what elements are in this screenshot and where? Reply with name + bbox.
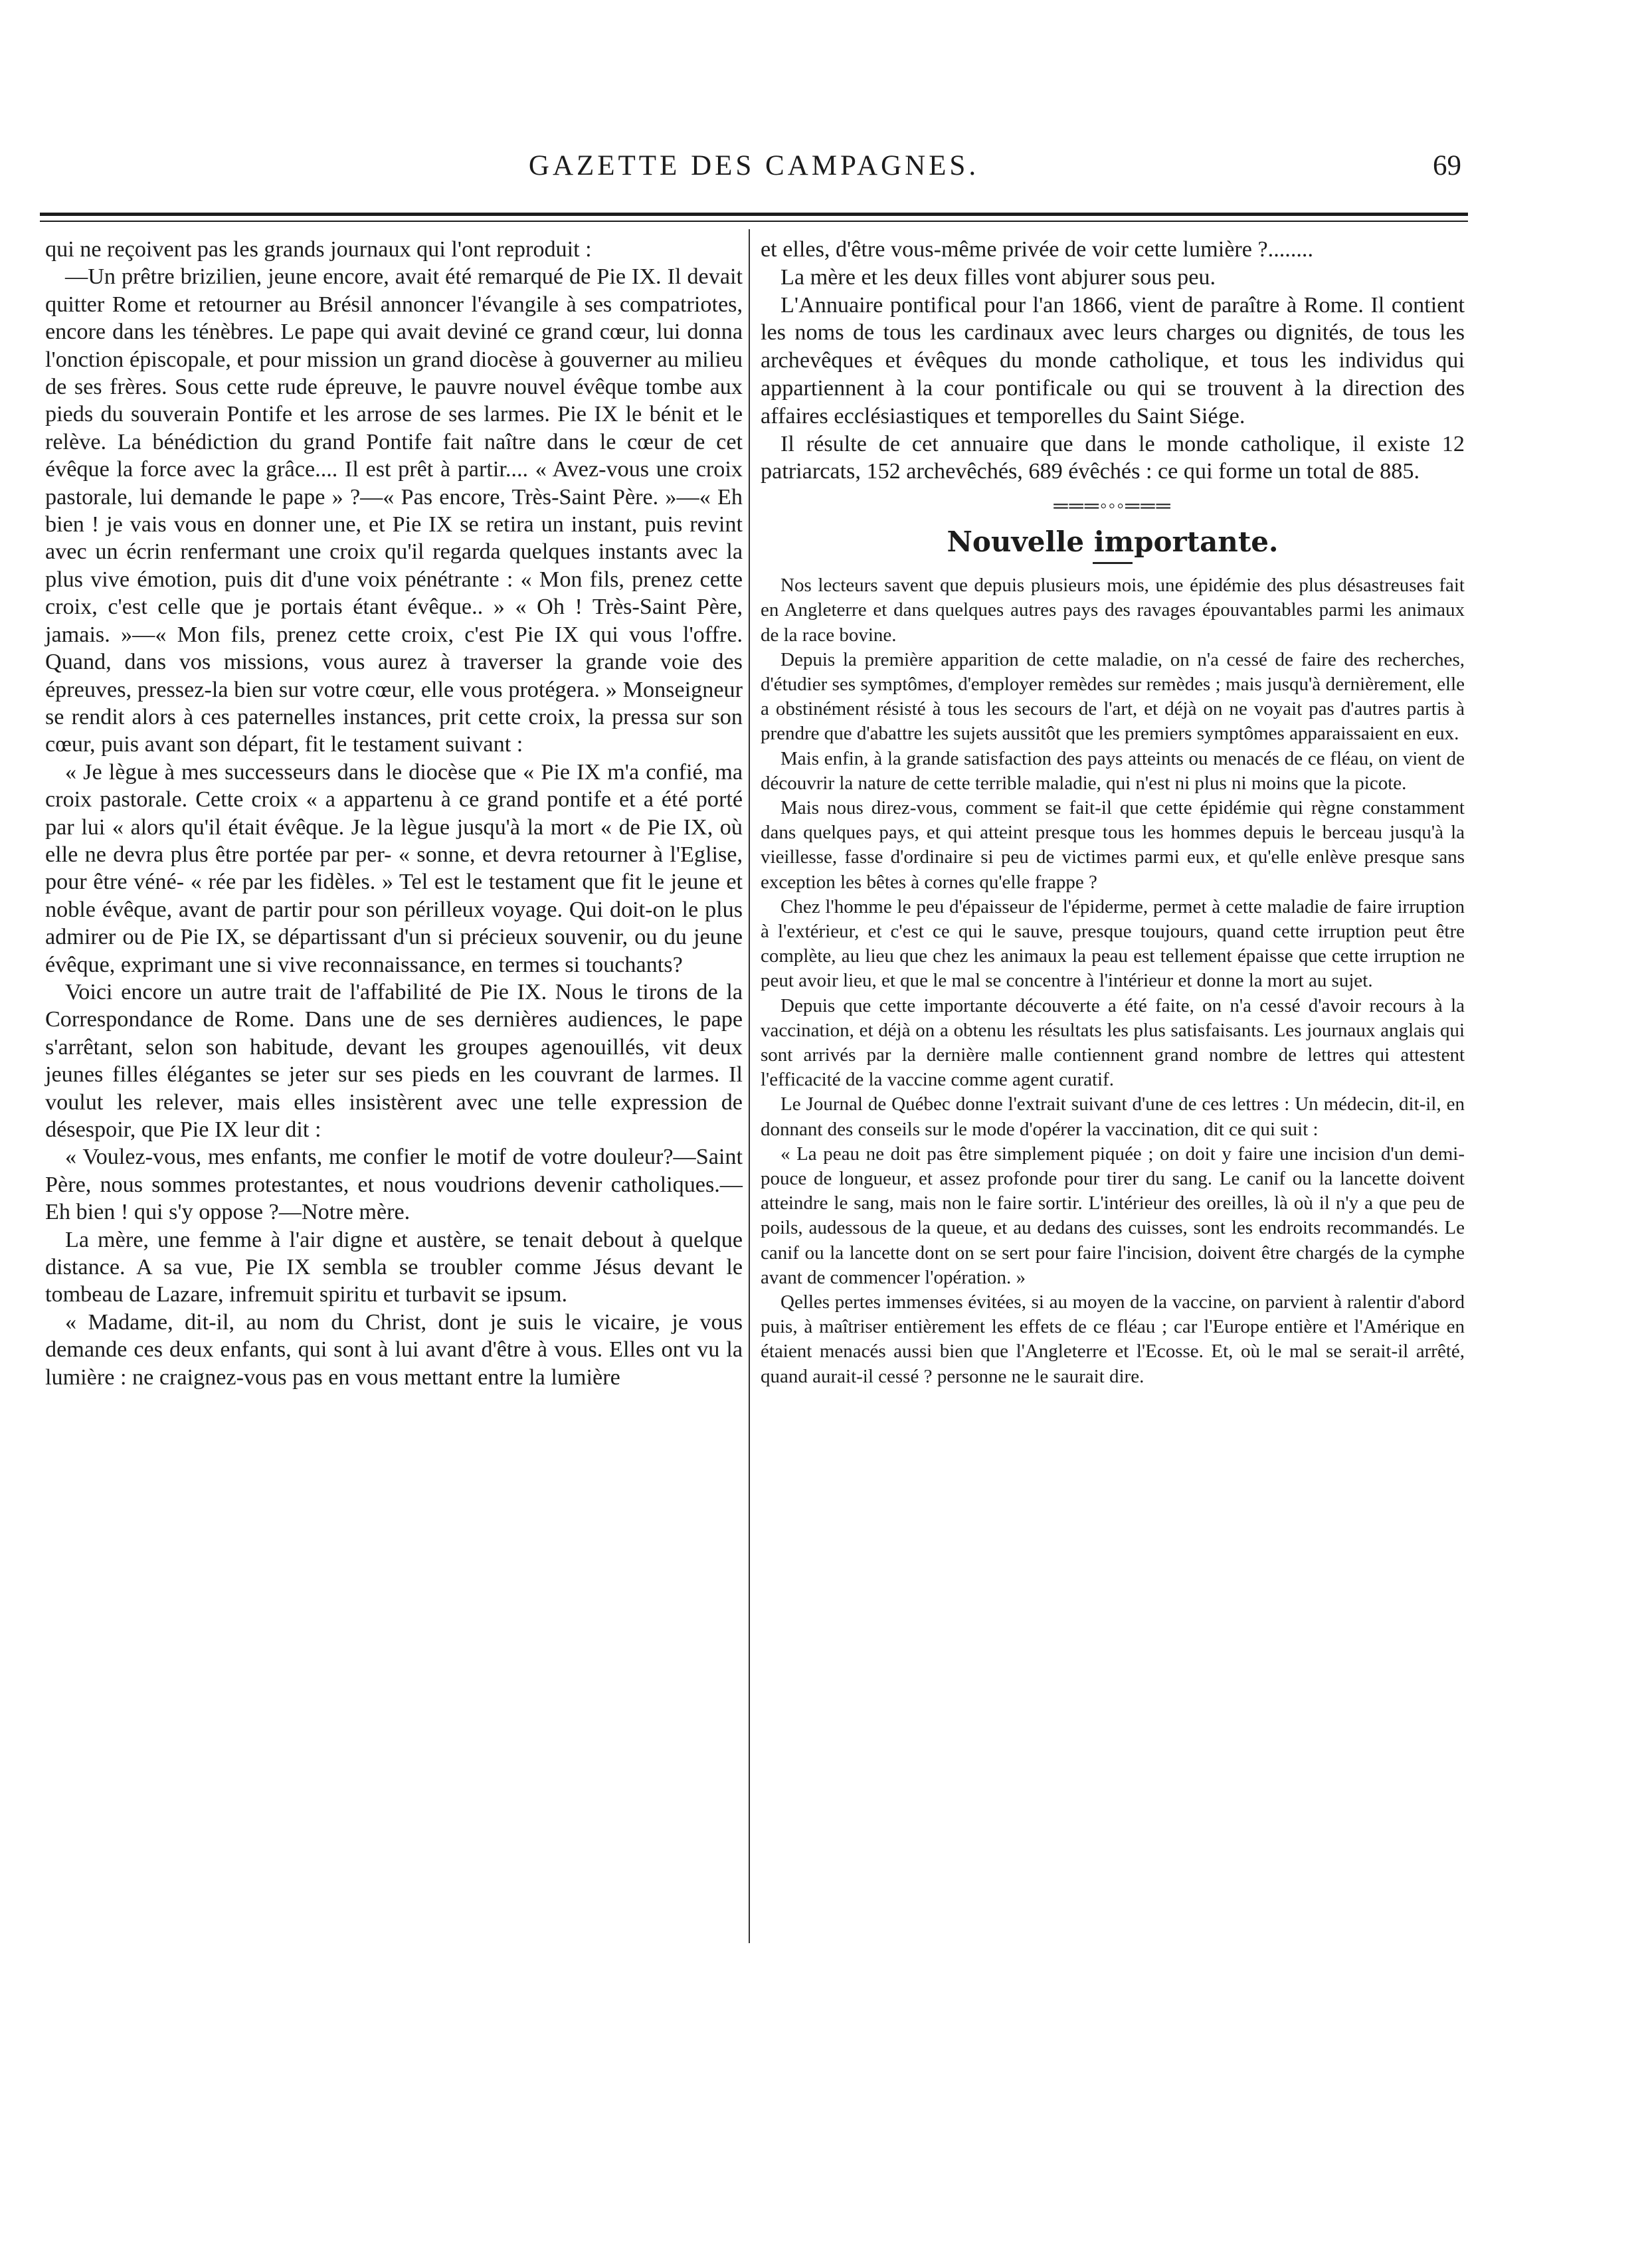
paragraph: « Madame, dit-il, au nom du Christ, dont je suis le vicaire, je vous demande ces deux enfants, qui sont à lui avant d'être à vous. Elles ont vu la lumière : ne craignez-vous pas en vous mettant entre la lumière <box>45 1309 743 1390</box>
page-header <box>46 136 1461 196</box>
running-title: GAZETTE DES CAMPAGNES. <box>528 150 980 181</box>
paragraph: « Je lègue à mes successeurs dans le diocèse que « Pie IX m'a confié, ma croix pastorale. Cette croix « a appartenu à ce grand pontife et a été porté par lui « alors qu'il était évêque. Je la lègue jusqu'à la mort « de Pie IX, où elle ne devra plus être portée par per- « sonne, et devra retourner à l'Eglise, pour être véné- « rée par les fidèles. » Tel est le testament que fit le jeune et noble évêque, avant de partir pour son périlleux voyage. Qui doit-on le plus admirer ou de Pie IX, se départissant d'un si précieux souvenir, ou du jeune évêque, exprimant une si vive reconnaissance, en termes si touchants? <box>45 759 743 977</box>
paragraph: Mais nous direz-vous, comment se fait-il que cette épidémie qui règne constamment dans quelques pays, et qui atteint presque tous les hommes depuis le berceau jusqu'à la vieillesse, fasse d'ordinaire si peu de victimes parmi eux, et qu'elle enlève presque sans exception les bêtes à cornes qu'elle frappe ? <box>761 797 1465 893</box>
ornamental-divider: ═══◦◦◦═══ <box>1053 495 1172 518</box>
paragraph: et elles, d'être vous-même privée de voir cette lumière ?........ <box>761 237 1314 262</box>
paragraph: Chez l'homme le peu d'épaisseur de l'épiderme, permet à cette maladie de faire irruption à l'extérieur, et c'est ce qui le sauve, presque toujours, quand cette irruption peut être complète, au lieu que chez les animaux la peau est tellement épaisse que cette irruption ne peut avoir lieu, et que le mal se concentre à l'intérieur et donne la mort au sujet. <box>761 896 1465 992</box>
paragraph: Qelles pertes immenses évitées, si au moyen de la vaccine, on parvient à ralentir d'abord puis, à maîtriser entièrement les effets de ce fléau ; car l'Europe entière et l'Amérique en étaient menacés aussi bien que l'Angleterre et l'Ecosse. Et, où le mal se serait-il arrêté, quand aurait-il cessé ? personne ne le saurait dire. <box>761 1291 1465 1387</box>
right-column <box>761 236 1465 1389</box>
paragraph: La mère et les deux filles vont abjurer sous peu. <box>780 264 1216 290</box>
title-rule <box>1093 562 1133 564</box>
paragraph: Mais enfin, à la grande satisfaction des pays atteints ou menacés de ce fléau, on vient de découvrir la nature de cette terrible maladie, qui n'est ni plus ni moins que la picote. <box>761 747 1465 794</box>
paragraph: qui ne reçoivent pas les grands journaux qui l'ont reproduit : <box>45 237 592 262</box>
right-column-top <box>761 236 1465 486</box>
page-number: 69 <box>1433 150 1461 181</box>
paragraph: Depuis la première apparition de cette maladie, on n'a cessé de faire des recherches, d'étudier ses symptômes, d'employer remèdes sur remèdes ; mais jusqu'à dernièrement, elle a obstinément résisté à tous les secours de l'art, et déjà on ne voyait pas d'autres partis à prendre que d'abattre les sujets aussitôt que les premiers symptômes apparaissaient en eux. <box>761 648 1465 745</box>
header-rule-thick <box>40 213 1468 216</box>
paragraph: La mère, une femme à l'air digne et austère, se tenait debout à quelque distance. A sa vue, Pie IX sembla se troubler comme Jésus devant le tombeau de Lazare, infremuit spiritu et turbavit se ipsum. <box>45 1227 743 1307</box>
paragraph: « La peau ne doit pas être simplement piquée ; on doit y faire une incision d'un demi-pouce de longueur, et assez profonde pour tirer du sang. Le canif ou la lancette doivent atteindre le sang, mais non le faire sortir. L'intérieur des oreilles, là où il n'y a que peu de poils, audessous de la queue, et au dedans des cuisses, sont les endroits recommandés. Le canif ou la lancette dont on se sert pour faire l'incision, doivent être chargés de la cymphe avant de commencer l'opération. » <box>761 1143 1465 1288</box>
header-rule-thin <box>40 221 1468 222</box>
paragraph: Depuis que cette importante découverte a été faite, on n'a cessé d'avoir recours à la vaccination, et déjà on a obtenu les résultats les plus satisfaisants. Les journaux anglais qui sont arrivés par la dernière malle contiennent grand nombre de lettres qui attestent l'efficacité de la vaccine comme agent curatif. <box>761 994 1465 1091</box>
article-body <box>761 573 1465 1389</box>
paragraph: Il résulte de cet annuaire que dans le monde catholique, il existe 12 patriarcats, 152 archevêchés, 689 évêchés : ce qui forme un total de 885. <box>761 431 1465 484</box>
paragraph: Nos lecteurs savent que depuis plusieurs mois, une épidémie des plus désastreuses fait en Angleterre et dans quelques autres pays des ravages épouvantables parmi les animaux de la race bovine. <box>761 575 1465 646</box>
paragraph: Voici encore un autre trait de l'affabilité de Pie IX. Nous le tirons de la Correspondance de Rome. Dans une de ses dernières audiences, le pape s'arrêtant, selon son habitude, devant les groupes agenouillés, vit deux jeunes filles élégantes se jeter sur ses pieds en les couvrant de larmes. Il voulut les relever, mais elles insistèrent avec une telle expression de désespoir, que Pie IX leur dit : <box>45 979 743 1142</box>
section-title: Nouvelle importante. <box>947 525 1279 559</box>
paragraph: « Voulez-vous, mes enfants, me confier le motif de votre douleur?—Saint Père, nous sommes protestantes, et nous voudrions devenir catholiques.—Eh bien ! qui s'y oppose ?—Notre mère. <box>45 1145 743 1225</box>
left-column <box>45 236 743 1391</box>
paragraph: —Un prêtre brizilien, jeune encore, avait été remarqué de Pie IX. Il devait quitter Rome et retourner au Brésil annoncer l'évangile à ses compatriotes, encore dans les ténèbres. Le pape qui avait deviné ce grand cœur, lui donna l'onction épiscopale, et pour mission un grand diocèse à gouverner au milieu de ses frères. Sous cette rude épreuve, le pauvre nouvel évêque tombe aux pieds du souverain Pontife et les arrose de ses larmes. Pie IX le bénit et le relève. La bénédiction du grand Pontife fait naître dans le cœur de cet évêque la force avec la grâce.... Il est prêt à partir.... « Avez-vous une croix pastorale, lui demande le pape » ?—« Pas encore, Très-Saint Père. »—« Eh bien ! je vais vous en donner une, et Pie IX se retira un instant, puis revint avec un écrin renfermant une croix qu'il regarda quelques instants avec la plus vive émotion, puis dit d'une voix pénétrante : « Mon fils, prenez cette croix, c'est celle que je portais étant évêque.. » « Oh ! Très-Saint Père, jamais. »—« Mon fils, prenez cette croix, c'est Pie IX qui vous l'offre. Quand, dans vos missions, vous aurez à traverser la grande voie des épreuves, pressez-la bien sur votre cœur, elle vous protégera. » Monseigneur se rendit alors à ces paternelles instances, prit cette croix, la pressa sur son cœur, puis avant son départ, fit le testament suivant : <box>45 264 743 757</box>
column-divider <box>749 229 750 1943</box>
paragraph: Le Journal de Québec donne l'extrait suivant d'une de ces lettres : Un médecin, dit-il, en donnant des conseils sur le mode d'opérer la vaccination, dit ce qui suit : <box>761 1093 1465 1140</box>
paragraph: L'Annuaire pontifical pour l'an 1866, vient de paraître à Rome. Il contient les noms de tous les cardinaux avec leurs charges ou dignités, de tous les archevêques et évêques du monde catholique, et tous les individus qui appartiennent à la cour pontificale ou qui se trouvent à la direction des affaires ecclésiastiques et temporelles du Saint Siége. <box>761 292 1465 428</box>
